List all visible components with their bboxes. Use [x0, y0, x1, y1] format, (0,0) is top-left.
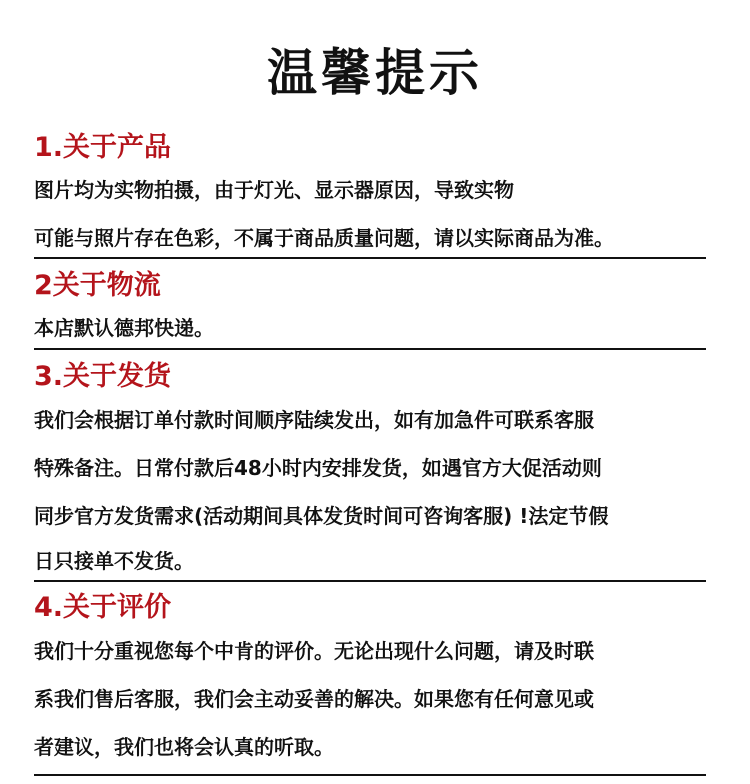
section-heading: 3.关于发货	[34, 361, 172, 392]
section-heading: 2关于物流	[34, 270, 161, 301]
section-text-line: 可能与照片存在色彩，不属于商品质量问题，请以实际商品为准。	[34, 226, 614, 250]
section-text-line: 日只接单不发货。	[34, 549, 194, 573]
section-text-line: 系我们售后客服，我们会主动妥善的解决。如果您有任何意见或	[34, 687, 594, 711]
section-logistics	[34, 268, 706, 304]
section-text-line: 特殊备注。日常付款后48小时内安排发货，如遇官方大促活动则	[34, 456, 602, 480]
section-text-line: 本店默认德邦快递。	[34, 316, 214, 340]
section-divider	[34, 580, 706, 582]
section-divider	[34, 348, 706, 350]
section-heading: 4.关于评价	[34, 592, 172, 623]
section-text-line: 我们会根据订单付款时间顺序陆续发出，如有加急件可联系客服	[34, 408, 594, 432]
section-text-line: 同步官方发货需求(活动期间具体发货时间可咨询客服) !法定节假	[34, 504, 609, 528]
section-text-line: 我们十分重视您每个中肯的评价。无论出现什么问题，请及时联	[34, 639, 594, 663]
section-divider	[34, 257, 706, 259]
section-heading: 1.关于产品	[34, 132, 172, 163]
section-shipping	[34, 359, 706, 395]
section-text-line: 者建议，我们也将会认真的听取。	[34, 735, 334, 759]
section-product	[34, 130, 706, 166]
section-text-line: 图片均为实物拍摄，由于灯光、显示器原因，导致实物	[34, 178, 514, 202]
page-title: 温馨提示	[267, 44, 483, 102]
section-divider	[34, 774, 706, 776]
section-review	[34, 590, 706, 626]
